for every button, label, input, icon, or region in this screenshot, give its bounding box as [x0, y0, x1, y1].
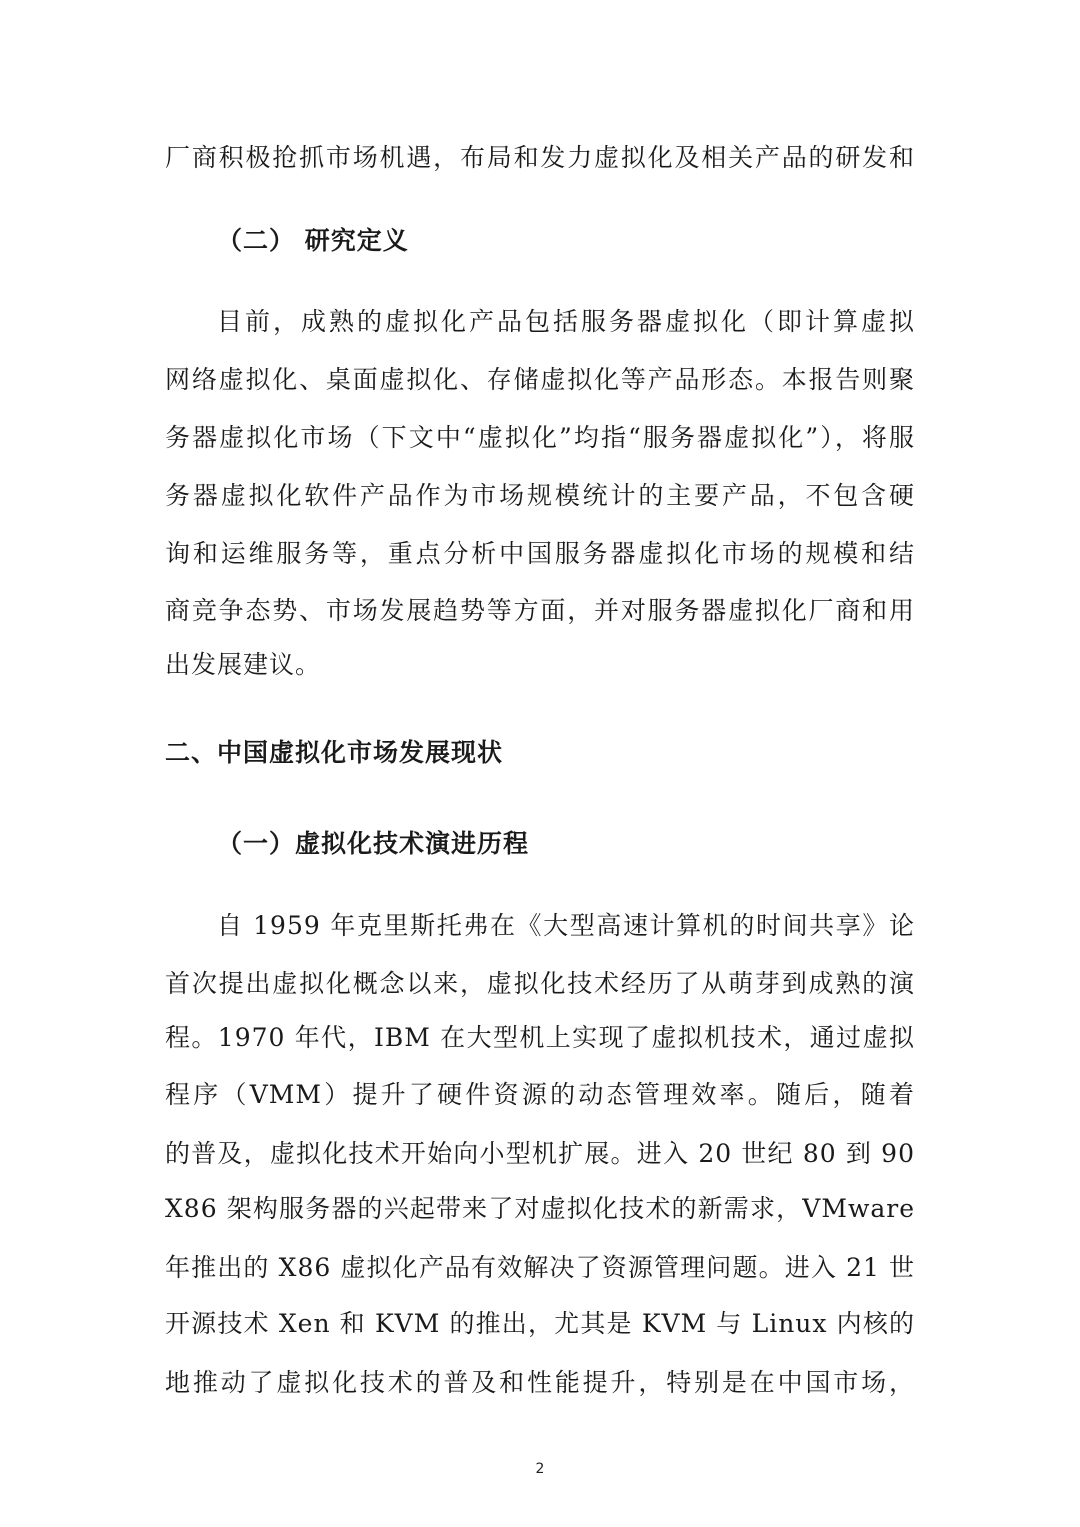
paragraph-line: 地推动了虚拟化技术的普及和性能提升，特别是在中国市场， [165, 1368, 915, 1397]
paragraph-line: 出发展建议。 [165, 650, 322, 679]
page-number: 2 [535, 1461, 545, 1477]
paragraph-line: 网络虚拟化、桌面虚拟化、存储虚拟化等产品形态。本报告则聚 [165, 365, 915, 394]
section-heading-tech-evolution: （一）虚拟化技术演进历程 [217, 829, 530, 858]
paragraph-line: 的普及，虚拟化技术开始向小型机扩展。进入 20 世纪 80 到 90 [165, 1139, 915, 1168]
paragraph-line: 首次提出虚拟化概念以来，虚拟化技术经历了从萌芽到成熟的演 [165, 969, 915, 998]
paragraph-line: 商竞争态势、市场发展趋势等方面，并对服务器虚拟化厂商和用 [165, 596, 915, 625]
paragraph-line: 年推出的 X86 虚拟化产品有效解决了资源管理问题。进入 21 世 [165, 1253, 915, 1282]
paragraph-line: X86 架构服务器的兴起带来了对虚拟化技术的新需求，VMware [165, 1194, 915, 1223]
paragraph-intro-tail: 厂商积极抢抓市场机遇，布局和发力虚拟化及相关产品的研发和 [165, 143, 915, 172]
paragraph-line: 目前，成熟的虚拟化产品包括服务器虚拟化（即计算虚拟 [217, 307, 915, 336]
paragraph-line: 开源技术 Xen 和 KVM 的推出，尤其是 KVM 与 Linux 内核的 [165, 1309, 915, 1338]
paragraph-line: 务器虚拟化软件产品作为市场规模统计的主要产品，不包含硬 [165, 481, 915, 510]
paragraph-line: 务器虚拟化市场（下文中“虚拟化”均指“服务器虚拟化”），将服 [165, 423, 915, 452]
paragraph-line: 程序（VMM）提升了硬件资源的动态管理效率。随后，随着 [165, 1080, 915, 1109]
chapter-heading-china-virtualization-market: 二、中国虚拟化市场发展现状 [165, 738, 504, 767]
section-heading-research-definition: （二） 研究定义 [217, 226, 409, 255]
paragraph-line: 程。1970 年代，IBM 在大型机上实现了虚拟机技术，通过虚拟 [165, 1023, 915, 1052]
paragraph-line: 自 1959 年克里斯托弗在《大型高速计算机的时间共享》论 [217, 911, 915, 940]
paragraph-line: 询和运维服务等，重点分析中国服务器虚拟化市场的规模和结 [165, 539, 915, 568]
